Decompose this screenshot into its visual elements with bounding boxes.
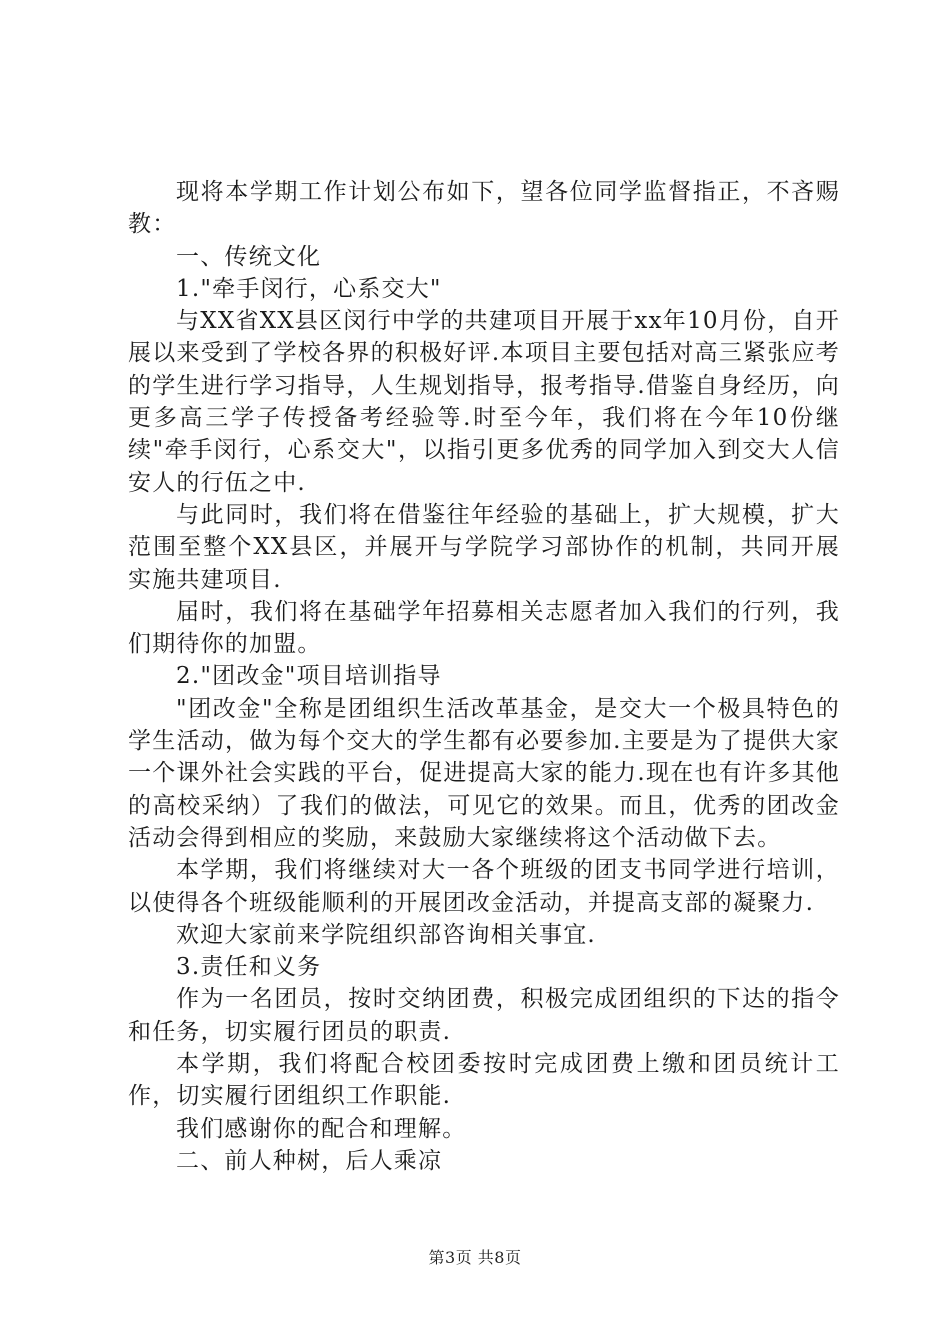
- page-footer: 第3页 共8页: [428, 1248, 522, 1267]
- paragraph-duties: 作为一名团员，按时交纳团费，积极完成团组织的下达的指令和任务，切实履行团员的职责.: [128, 986, 840, 1045]
- subheading-1: 1."牵手闵行，心系交大": [176, 275, 442, 302]
- paragraph-training: 本学期，我们将继续对大一各个班级的团支书同学进行培训，以使得各个班级能顺利的开展团改金活动，并提高支部的凝聚力.: [128, 857, 840, 916]
- paragraph-fund-description: "团改金"全称是团组织生活改革基金，是交大一个极具特色的学生活动，做为每个交大的学生都有必要参加.主要是为了提供大家一个课外社会实践的平台，促进提高大家的能力.现在也有许多其他的高校采纳）了我们的做法，可见它的效果。而且，优秀的团改金活动会得到相应的奖励，来鼓励大家继续将这个活动做下去。: [128, 695, 840, 851]
- subheading-3: 3.责任和义务: [176, 954, 322, 981]
- paragraph-intro: 现将本学期工作计划公布如下，望各位同学监督指正，不吝赐教：: [128, 179, 840, 238]
- paragraph-volunteers: 届时，我们将在基础学年招募相关志愿者加入我们的行列，我们期待你的加盟。: [128, 598, 840, 658]
- paragraph-fees: 本学期，我们将配合校团委按时完成团费上缴和团员统计工作，切实履行团组织工作职能.: [128, 1051, 840, 1110]
- document-body: [128, 176, 840, 1177]
- paragraph-minhang-project: 与XX省XX县区闵行中学的共建项目开展于xx年10月份，自开展以来受到了学校各界的积极好评.本项目主要包括对高三紧张应考的学生进行学习指导，人生规划指导，报考指导.借鉴自身经历，向更多高三学子传授备考经验等.时至今年，我们将在今年10份继续"牵手闵行，心系交大"，以指引更多优秀的同学加入到交大人信安人的行伍之中.: [128, 308, 840, 496]
- heading-traditional-culture: 一、传统文化: [176, 243, 322, 270]
- subheading-2: 2."团改金"项目培训指导: [176, 663, 442, 690]
- paragraph-welcome: 欢迎大家前来学院组织部咨询相关事宜.: [176, 921, 596, 948]
- heading-section-two: 二、前人种树，后人乘凉: [176, 1147, 443, 1174]
- paragraph-expansion: 与此同时，我们将在借鉴往年经验的基础上，扩大规模，扩大范围至整个XX县区，并展开与学院学习部协作的机制，共同开展实施共建项目.: [128, 501, 840, 593]
- paragraph-thanks: 我们感谢你的配合和理解。: [176, 1115, 467, 1142]
